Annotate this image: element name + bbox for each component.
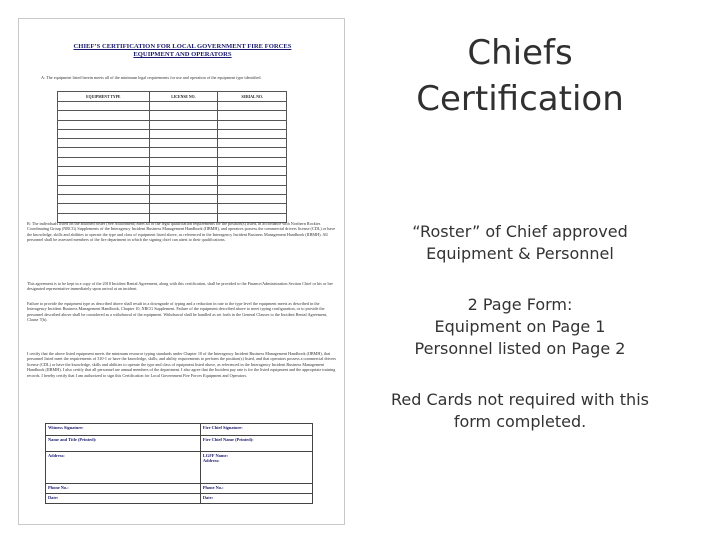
- witness-signature-cell: Witness Signature:: [46, 424, 201, 436]
- table-cell: [149, 120, 218, 129]
- table-cell: [149, 111, 218, 120]
- fire-chief-name-cell: Fire Chief Name (Printed):: [200, 436, 312, 452]
- lgff-name-address-cell: [200, 452, 312, 484]
- bullet-roster: [383, 221, 657, 265]
- table-cell: [218, 148, 287, 157]
- form-subtitle: EQUIPMENT AND OPERATORS: [133, 51, 232, 58]
- chief-date-cell: Date:: [200, 494, 312, 504]
- table-cell: [218, 194, 287, 203]
- table-row: [58, 204, 287, 213]
- column-header-license-no: LICENSE NO.: [149, 92, 218, 102]
- column-header-serial-no: SERIAL NO.: [218, 92, 287, 102]
- table-cell: [58, 139, 150, 148]
- table-cell: [149, 167, 218, 176]
- table-cell: [58, 157, 150, 166]
- table-cell: [149, 129, 218, 138]
- table-cell: [58, 120, 150, 129]
- table-cell: [58, 129, 150, 138]
- form-paragraph-4: I certify that the above listed equipment meets the minimum resource typing standards under Chapter 10 of the Interagency Incident Business Management Handbook (IIBMH), that personnel listed meet the requirements of 310-1 or have the knowledge, skills, and ability requirements to perform the position(s) listed, and that operators possess a commercial drivers license (CDL) or have the knowledge, skills and abilities to operate the type and class of equipment listed above, as referenced in the Interagency Incident Business Management Handbook (IIBMH). I also certify that all personnel are annual members of the department. I also agree that the Incident pay rate is for the listed equipment and the appropriate training records. I hereby certify that I am authorized to sign this Certification for Local Government Fire Forces Equipment and Operators.: [27, 351, 336, 378]
- equipment-table: [57, 91, 287, 223]
- table-cell: [149, 185, 218, 194]
- witness-name-title-cell: Name and Title (Printed):: [46, 436, 201, 452]
- form-section-a: A: The equipment listed herein meets all of the minimum legal requirements for use and operation of the equipment type identified.: [41, 75, 262, 80]
- table-row: [58, 129, 287, 138]
- form-paragraph-3: Failure to provide the equipment type as described above shall result in a downgrade of typing and a reduction in rate to the type level the equipment meets as described in the Interagency Incident Business Management Handbook, Chapter 10, NRCG Supplement. Failure of the equipment described above to meet typing configuration, or to provide the personnel described above shall be considered as a withdrawal of the equipment. Withdrawal shall be handled as set forth in the General Clauses to the Incident Rental Agreement, Clause 7(b).: [27, 301, 328, 323]
- table-row: [58, 176, 287, 185]
- table-cell: [149, 194, 218, 203]
- slide-title-line-2: Certification: [416, 79, 624, 119]
- table-row: [58, 167, 287, 176]
- certification-form-page: [18, 18, 345, 525]
- table-cell: [218, 157, 287, 166]
- signature-table: [45, 423, 313, 504]
- table-cell: [218, 102, 287, 111]
- slide-title-line-1: Chiefs: [467, 33, 573, 73]
- table-row: [58, 185, 287, 194]
- table-row: [58, 194, 287, 203]
- table-cell: [218, 120, 287, 129]
- witness-address-cell: Address:: [46, 452, 201, 484]
- table-cell: [58, 148, 150, 157]
- bullet-roster-line-2: Equipment & Personnel: [426, 244, 614, 263]
- lgff-name-label: LGFF Name:: [202, 453, 228, 458]
- column-header-equipment-type: EQUIPMENT TYPE: [58, 92, 150, 102]
- table-cell: [58, 194, 150, 203]
- table-cell: [218, 129, 287, 138]
- form-section-b: B: The individuals listed on the attached roster [See Attachment] meet all of the legal qualification requirements for the position(s) listed, in accordance with Northern Rockies Coordinating Group (NRCG) Supplements of the Interagency Incident Business Management Handbook (IIBMH), and operators possess the commercial drivers license (CDL) or have the knowledge, skills and abilities to operate the type and class of equipment listed above, as referenced in the Interagency Incident Business Management Handbook (IIBMH). All personnel shall be assessed members of the fire department in which the signing chief can attest to their qualifications.: [27, 221, 336, 243]
- table-cell: [58, 185, 150, 194]
- table-cell: [149, 176, 218, 185]
- form-title: CHIEF’S CERTIFICATION FOR LOCAL GOVERNMENT FIRE FORCES: [73, 43, 292, 50]
- table-cell: [218, 204, 287, 213]
- bullet-roster-line-1: “Roster” of Chief approved: [412, 222, 628, 241]
- bullet-red-cards-line-2: form completed.: [453, 412, 587, 431]
- table-cell: [149, 102, 218, 111]
- table-row: [58, 148, 287, 157]
- bullet-two-page-form: [383, 294, 657, 360]
- bullet-form-line-1: 2 Page Form:: [467, 295, 573, 314]
- table-cell: [149, 139, 218, 148]
- form-paragraph-2: This agreement is to be kept in a copy of the 2018 Incident Rental Agreement, along with this certification, shall be provided to the Finance/Administration Section Chief or his or her designated representative immediately upon arrival at an incident.: [27, 281, 333, 292]
- table-cell: [58, 176, 150, 185]
- witness-phone-cell: Phone No.:: [46, 484, 201, 494]
- table-row: [58, 157, 287, 166]
- bullet-red-cards-line-1: Red Cards not required with this: [391, 390, 649, 409]
- table-cell: [58, 102, 150, 111]
- table-cell: [218, 185, 287, 194]
- bullet-red-cards: [383, 389, 657, 433]
- table-cell: [218, 111, 287, 120]
- table-cell: [58, 204, 150, 213]
- table-row: [58, 139, 287, 148]
- table-row: [58, 111, 287, 120]
- bullet-form-line-3: Personnel listed on Page 2: [414, 339, 626, 358]
- table-cell: [218, 167, 287, 176]
- witness-date-cell: Date:: [46, 494, 201, 504]
- table-cell: [58, 167, 150, 176]
- table-cell: [218, 139, 287, 148]
- table-row: [58, 120, 287, 129]
- table-row: [58, 102, 287, 111]
- bullet-form-line-2: Equipment on Page 1: [434, 317, 606, 336]
- table-cell: [149, 204, 218, 213]
- lgff-address-label: Address:: [202, 458, 220, 463]
- table-cell: [149, 157, 218, 166]
- chief-phone-cell: Phone No.:: [200, 484, 312, 494]
- fire-chief-signature-cell: Fire Chief Signature:: [200, 424, 312, 436]
- table-cell: [218, 176, 287, 185]
- table-cell: [58, 111, 150, 120]
- table-cell: [149, 148, 218, 157]
